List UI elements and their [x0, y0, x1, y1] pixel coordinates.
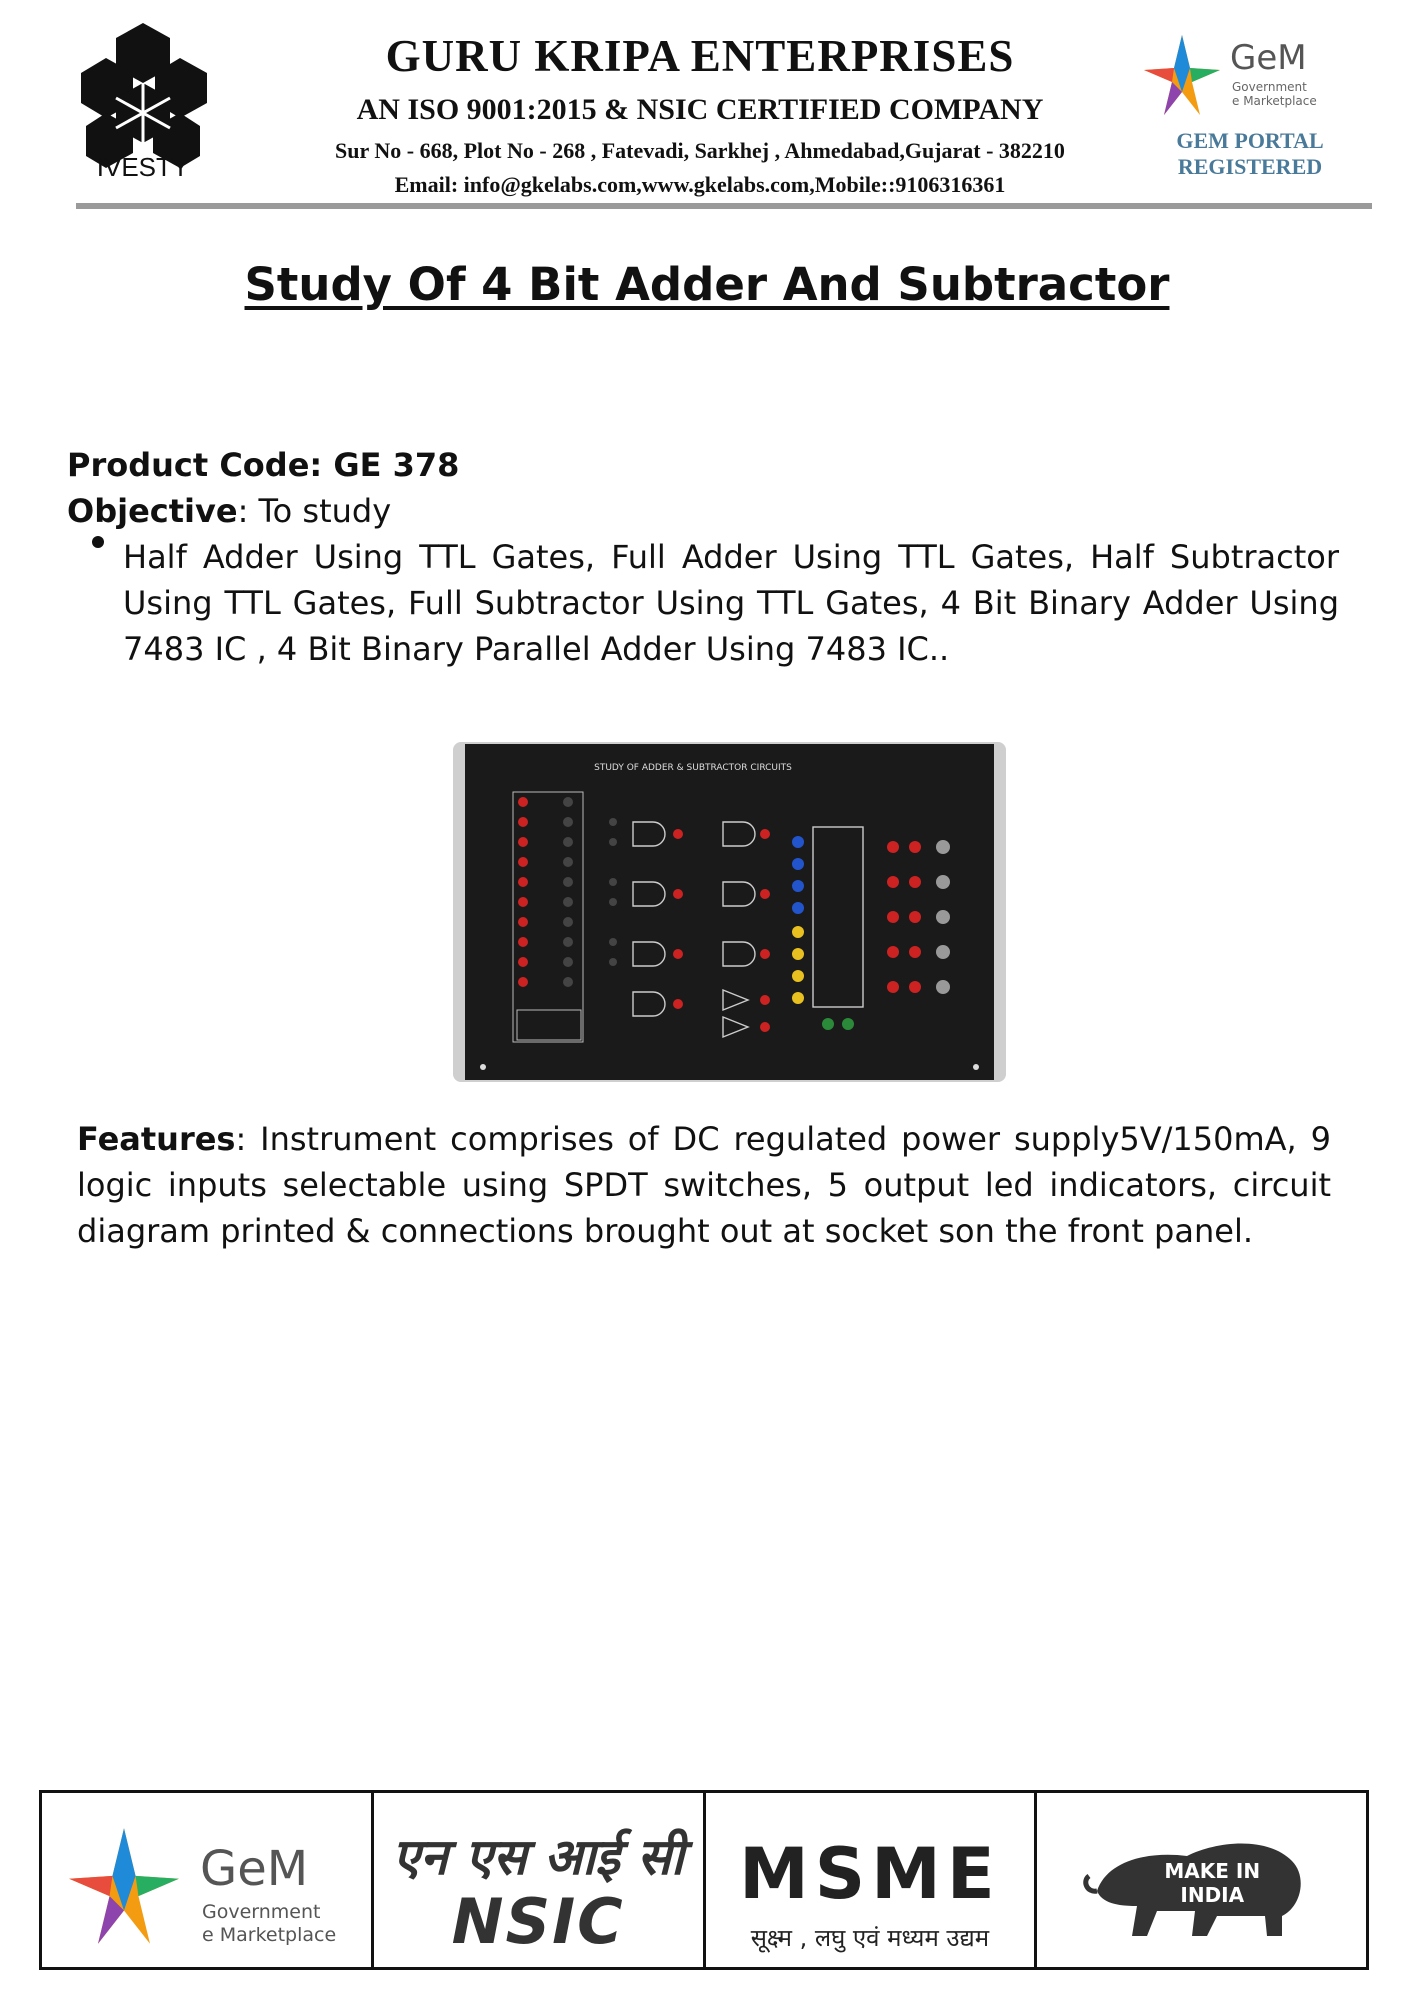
make-in-india-text: MAKE IN INDIA: [1164, 1859, 1261, 1907]
footer-gem-sub: [202, 1901, 336, 1947]
gem-portal-line1: GEM PORTAL: [1176, 128, 1324, 153]
objective: [67, 488, 391, 534]
company-tagline: AN ISO 9001:2015 & NSIC CERTIFIED COMPANY: [356, 93, 1044, 126]
msme-hindi: सूक्ष्म , लघु एवं मध्यम उद्यम: [750, 1924, 990, 1952]
logo-text: IVESTY: [96, 152, 190, 182]
footer-nsic-cell: [374, 1793, 706, 1967]
features-text: : Instrument comprises of DC regulated power supply5V/150mA, 9 logic inputs selectable using SPDT switches, 5 output led indicators, circuit diagram printed & connections brought out at socket son the front panel.: [77, 1120, 1331, 1250]
gem-portal-line2: REGISTERED: [1177, 154, 1323, 179]
features-label: Features: [77, 1120, 236, 1158]
company-address: Sur No - 668, Plot No - 268 , Fatevadi, Sarkhej , Ahmedabad,Gujarat - 382210: [335, 138, 1065, 163]
company-contact: Email: info@gkelabs.com,www.gkelabs.com,Mobile::9106316361: [394, 172, 1006, 197]
footer-gem-cell: [42, 1793, 374, 1967]
bullet-icon: [92, 536, 104, 548]
footer-msme-cell: [706, 1793, 1038, 1967]
objective-bullet: Half Adder Using TTL Gates, Full Adder Using TTL Gates, Half Subtractor Using TTL Gates, Full Subtractor Using TTL Gates, 4 Bit Binary Adder Using 7483 IC , 4 Bit Binary Parallel Adder Using 7483 IC..: [123, 538, 1339, 668]
footer-logos: [39, 1790, 1369, 1970]
header-divider: [76, 203, 1372, 209]
panel-caption: STUDY OF ADDER & SUBTRACTOR CIRCUITS: [594, 763, 792, 773]
nsic-logo-text: NSIC: [451, 1885, 625, 1958]
company-name: GURU KRIPA ENTERPRISES: [385, 31, 1015, 81]
nsic-hindi: एन एस आई सी: [392, 1828, 684, 1886]
product-code: Product Code: GE 378: [67, 446, 460, 484]
objective-text: : To study: [237, 492, 392, 530]
page-title: Study Of 4 Bit Adder And Subtractor: [244, 258, 1170, 311]
gem-star-icon: [64, 1821, 184, 1951]
msme-logo-text: MSME: [739, 1833, 1001, 1915]
footer-gem-line1: Government: [202, 1901, 321, 1923]
features: [77, 1116, 1331, 1254]
gem-portal-badge: [1150, 128, 1350, 180]
footer-gem-line2: e Marketplace: [202, 1924, 337, 1946]
trainer-kit-image: [453, 742, 1006, 1082]
gem-star-icon: [1142, 30, 1222, 120]
objective-label: Objective: [67, 492, 238, 530]
footer-gem-name: GeM: [200, 1841, 309, 1897]
gem-line1: Government: [1232, 80, 1307, 94]
footer-make-in-india-cell: [1037, 1793, 1366, 1967]
gem-logo: [1142, 30, 1342, 120]
gem-name: GeM: [1230, 38, 1307, 78]
gem-line2: e Marketplace: [1232, 94, 1317, 108]
